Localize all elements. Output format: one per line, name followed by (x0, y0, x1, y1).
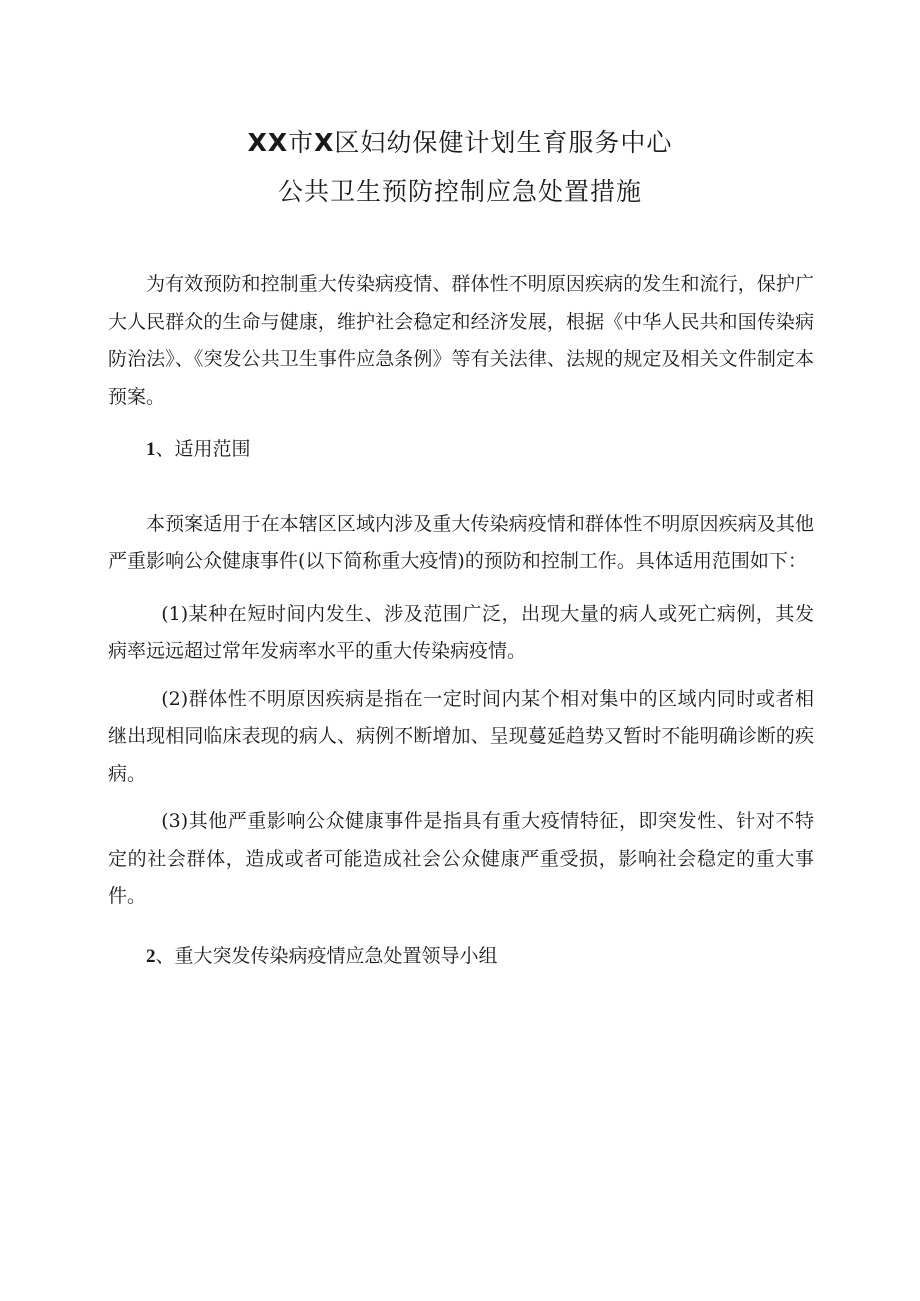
title-bold-x: X (314, 128, 335, 157)
section-1-item-3: (3)其他严重影响公众健康事件是指具有重大疫情特征，即突发性、针对不特定的社会群体，造成或者可能造成社会公众健康严重受损，影响社会稳定的重大事件。 (108, 810, 814, 907)
title-org: 区妇幼保健计划生育服务中心 (334, 128, 673, 157)
section-2-number: 2 (146, 945, 156, 967)
section-1-number: 1 (146, 439, 156, 460)
section-1-item-2: (2)群体性不明原因疾病是指在一定时间内某个相对集中的区域内同时或者相继出现相同临床表现的病人、病例不断增加、呈现蔓延趋势又暂时不能明确诊断的疾病。 (108, 687, 814, 785)
document-title-line-2: 公共卫生预防控制应急处置措施 (277, 177, 642, 206)
section-1-title: 、适用范围 (155, 438, 251, 460)
title-city: 市 (288, 128, 315, 157)
intro-paragraph: 为有效预防和控制重大传染病疫情、群体性不明原因疾病的发生和流行，保护广大人民群众的生命与健康，维护社会稳定和经济发展，根据《中华人民共和国传染病防治法》、《突发公共卫生事件应急条例》等有关法律、法规的规定及相关文件制定本预案。 (108, 273, 814, 408)
section-1-paragraph: 本预案适用于在本辖区区域内涉及重大传染病疫情和群体性不明原因疾病及其他严重影响公众健康事件(以下简称重大疫情)的预防和控制工作。具体适用范围如下： (108, 512, 814, 572)
section-2-title: 、重大突发传染病疫情应急处置领导小组 (155, 944, 498, 967)
document-title-line-1 (0, 123, 920, 159)
title-bold-xx: XX (247, 128, 289, 157)
section-1-item-1: (1)某种在短时间内发生、涉及范围广泛，出现大量的病人或死亡病例，其发病率远远超过常年发病率水平的重大传染病疫情。 (108, 602, 814, 662)
section-2-heading (108, 938, 814, 976)
section-1-heading (108, 431, 814, 469)
document-body (108, 266, 814, 975)
